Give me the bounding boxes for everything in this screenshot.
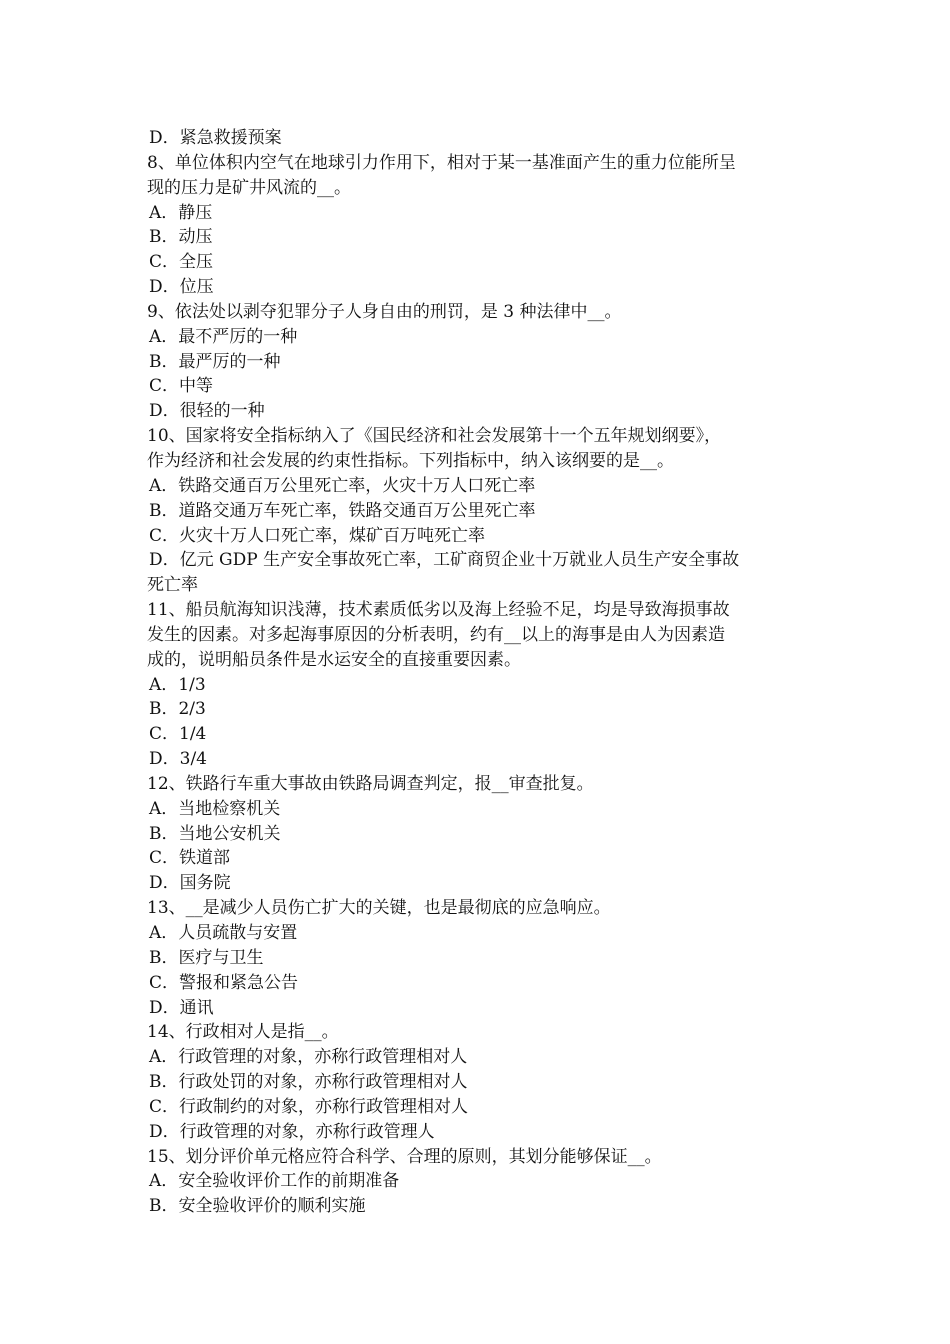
answer-option: C．行政制约的对象，亦称行政管理相对人: [149, 1096, 469, 1117]
question-text: 12、铁路行车重大事故由铁路局调查判定，报__审查批复。: [147, 773, 594, 794]
answer-option: D．很轻的一种: [149, 401, 265, 422]
answer-option: A．行政管理的对象，亦称行政管理相对人: [149, 1047, 468, 1068]
question-text: 成的，说明船员条件是水运安全的直接重要因素。: [147, 649, 521, 670]
answer-option: D．行政管理的对象，亦称行政管理人: [149, 1121, 435, 1142]
answer-option: B．动压: [149, 227, 213, 248]
question-text: 发生的因素。对多起海事原因的分析表明，约有__以上的海事是由人为因素造: [147, 624, 725, 645]
question-text: 8、单位体积内空气在地球引力作用下，相对于某一基准面产生的重力位能所呈: [147, 152, 736, 173]
answer-option: B．安全验收评价的顺利实施: [149, 1196, 366, 1217]
answer-option: C．铁道部: [149, 848, 231, 869]
answer-option: A．当地检察机关: [149, 798, 281, 819]
answer-option: C．警报和紧急公告: [149, 972, 299, 993]
answer-option: D．亿元 GDP 生产安全事故死亡率，工矿商贸企业十万就业人员生产安全事故: [149, 550, 740, 571]
question-text: 13、__是减少人员伤亡扩大的关键，也是最彻底的应急响应。: [147, 898, 611, 919]
answer-option: A．最不严厉的一种: [149, 326, 298, 347]
question-text: 11、船员航海知识浅薄，技术素质低劣以及海上经验不足，均是导致海损事故: [147, 600, 730, 621]
question-text: 作为经济和社会发展的约束性指标。下列指标中，纳入该纲要的是__。: [147, 450, 674, 471]
answer-option: C．全压: [149, 252, 214, 273]
answer-option: B．道路交通万车死亡率，铁路交通百万公里死亡率: [149, 500, 536, 521]
question-text: 10、国家将安全指标纳入了《国民经济和社会发展第十一个五年规划纲要》，: [147, 426, 722, 447]
answer-option: B．当地公安机关: [149, 823, 281, 844]
answer-option: C．中等: [149, 376, 214, 397]
answer-option: D．通讯: [149, 997, 214, 1018]
question-text: 死亡率: [147, 575, 198, 596]
document-body: [147, 126, 817, 1219]
answer-option: B．最严厉的一种: [149, 351, 281, 372]
question-text: 现的压力是矿井风流的__。: [147, 177, 351, 198]
answer-option: B．2/3: [149, 699, 206, 720]
answer-option: B．医疗与卫生: [149, 947, 264, 968]
answer-option: A．安全验收评价工作的前期准备: [149, 1171, 400, 1192]
question-text: 14、行政相对人是指__。: [147, 1022, 339, 1043]
answer-option: C．火灾十万人口死亡率，煤矿百万吨死亡率: [149, 525, 486, 546]
answer-option: D．位压: [149, 277, 214, 298]
answer-option: A．人员疏散与安置: [149, 923, 298, 943]
answer-option: A．静压: [149, 202, 213, 223]
answer-option: D．3/4: [149, 749, 207, 770]
question-text: 9、依法处以剥夺犯罪分子人身自由的刑罚，是 3 种法律中__。: [147, 301, 622, 322]
answer-option: C．1/4: [149, 724, 207, 745]
answer-option: A．铁路交通百万公里死亡率，火灾十万人口死亡率: [149, 475, 536, 496]
answer-option: A．1/3: [149, 674, 206, 695]
question-text: 15、划分评价单元格应符合科学、合理的原则，其划分能够保证__。: [147, 1146, 662, 1167]
answer-option: B．行政处罚的对象，亦称行政管理相对人: [149, 1072, 468, 1093]
answer-option: D．紧急救援预案: [149, 128, 282, 148]
answer-option: D．国务院: [149, 873, 231, 894]
